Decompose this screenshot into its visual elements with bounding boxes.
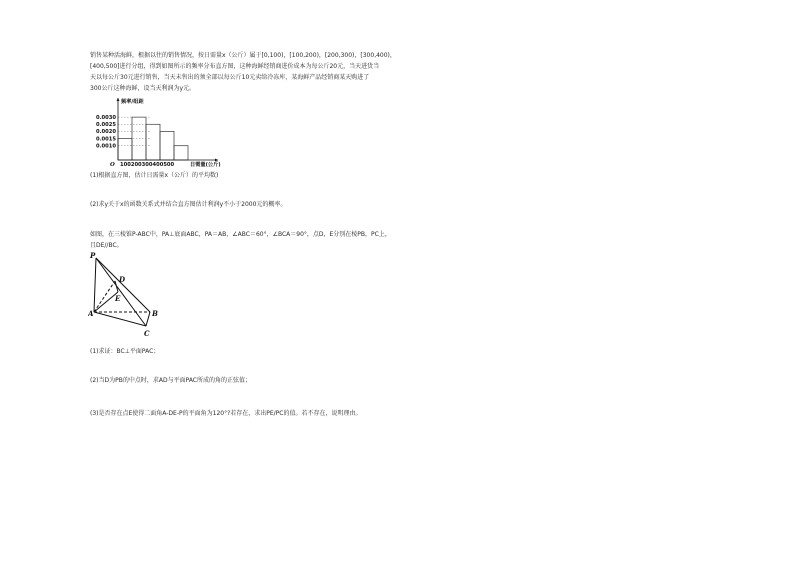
edge-pa <box>94 258 96 312</box>
edge-pc <box>96 258 146 326</box>
vertex-label-d: D <box>119 275 126 284</box>
y-tick-label: 0.0015 <box>95 136 116 143</box>
origin-label: O <box>110 162 115 168</box>
x-tick-labels: 100200300400500 <box>120 162 175 168</box>
problem1-question1: (1)根据直方图，估计日需量x（公斤）的平均数) <box>90 172 219 179</box>
problem1-line4: 300公斤这种海鲜，设当天利润为y元。 <box>90 85 196 92</box>
frequency-histogram <box>88 96 228 170</box>
y-tick-label: 0.0010 <box>95 143 116 150</box>
vertex-label-e: E <box>115 294 121 303</box>
edge-ac <box>94 312 146 326</box>
vertex-label-b: B <box>152 309 158 318</box>
problem1-line3: 天以每公斤30元进行销售，当天未售出的须全部以每公斤10元卖给冷冻库，某海鲜产品经销商某天购进了 <box>90 74 370 81</box>
y-tick-label: 0.0020 <box>95 129 116 136</box>
y-tick-label: 0.0025 <box>95 122 116 129</box>
edge-bc <box>146 312 150 326</box>
histogram-bar <box>174 146 188 160</box>
y-axis-arrow <box>117 98 120 101</box>
histogram-bar <box>146 124 160 160</box>
problem2-question1: (1)求证：BC⊥平面PAC； <box>90 348 160 355</box>
vertex-label-c: C <box>144 329 150 338</box>
histogram-bar <box>118 139 132 160</box>
y-axis-label: 频率/组距 <box>121 99 144 105</box>
vertex-label-p: P <box>90 251 96 260</box>
histogram-bar <box>160 131 174 160</box>
problem1-line2: [400,500]进行分组，得到如图所示的频率分布直方图，这种海鲜经销商进价成本为每公斤20元，当天进货当 <box>90 63 380 70</box>
tetrahedron-figure <box>88 250 166 340</box>
problem2-question3: (3)是否存在点E使得二面角A-DE-P的平面角为120°?若存在，求出PE/PC的值。若不存在，说明理由。 <box>90 410 362 417</box>
x-axis-label: 日需量(公斤) <box>190 162 221 168</box>
problem2-question2: (2)当D为PB的中点时，求AD与平面PAC所成的角的正弦值； <box>90 377 252 384</box>
problem2-line2: 且DE//BC。 <box>90 242 123 249</box>
problem1-line1: 销售某种活海鲜，根据以往的销售情况，按日需量x（公斤）属于[0,100)，[100,200)，[200,300)，[300,400)， <box>90 52 396 59</box>
problem1-question2: (2)求y关于x的函数关系式并结合直方图估计利润y不小于2000元的概率。 <box>90 201 287 208</box>
y-tick-label: 0.0030 <box>95 114 116 121</box>
vertex-label-a: A <box>88 309 94 318</box>
problem2-line1: 如图，在三棱锥P-ABC中，PA⊥底面ABC，PA＝AB，∠ABC＝60°，∠BCA＝90°，点D，E分别在棱PB，PC上， <box>90 231 391 238</box>
